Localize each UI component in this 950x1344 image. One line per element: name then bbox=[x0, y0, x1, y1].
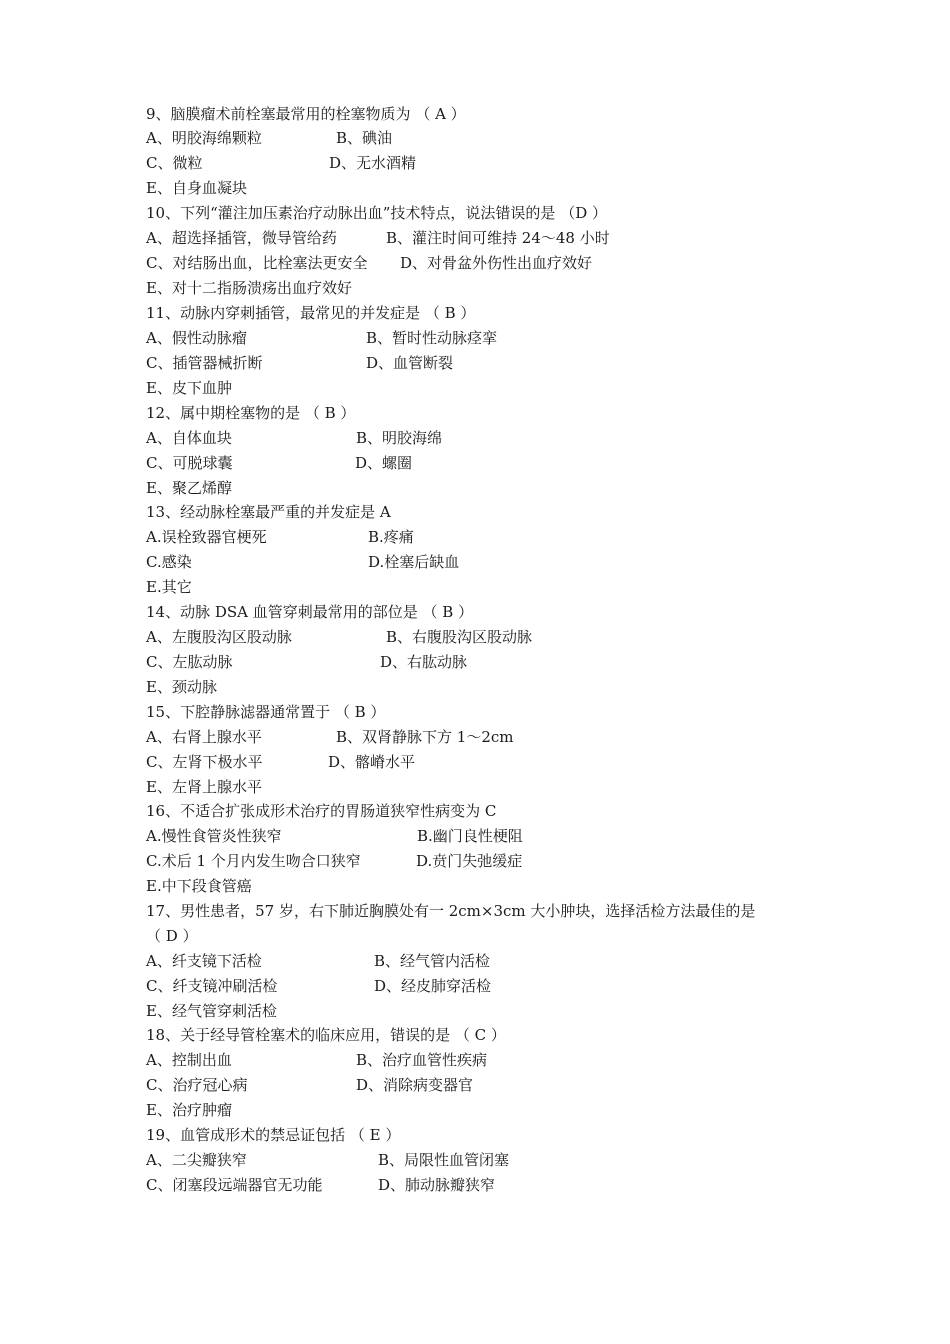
option-a: A、明胶海绵颗粒 bbox=[146, 129, 262, 147]
option-a: A、右肾上腺水平 bbox=[146, 728, 262, 746]
option-d: D.栓塞后缺血 bbox=[368, 553, 460, 571]
option-d: D、髂嵴水平 bbox=[328, 753, 416, 771]
option-c: C.感染 bbox=[146, 553, 192, 571]
option-a: A、二尖瓣狭窄 bbox=[146, 1151, 247, 1169]
question-14-options-row bbox=[146, 627, 533, 647]
question-13-stem: 13、经动脉栓塞最严重的并发症是 A bbox=[146, 503, 391, 521]
option-b: B、双肾静脉下方 1～2cm bbox=[336, 728, 514, 746]
option-b: B、经气管内活检 bbox=[374, 952, 491, 970]
option-b: B、右腹股沟区股动脉 bbox=[386, 628, 533, 646]
question-10-options-row bbox=[146, 253, 593, 273]
option-a: A、控制出血 bbox=[146, 1051, 232, 1069]
question-19-options-row bbox=[146, 1150, 510, 1170]
question-18-options-row bbox=[146, 1050, 488, 1070]
question-19-stem: 19、血管成形术的禁忌证包括 （ E ） bbox=[146, 1126, 401, 1144]
question-12-options-row bbox=[146, 453, 413, 473]
question-17-option-e: E、经气管穿刺活检 bbox=[146, 1002, 277, 1020]
question-15-options-row bbox=[146, 727, 514, 747]
question-18-stem: 18、关于经导管栓塞术的临床应用，错误的是 （ C ） bbox=[146, 1026, 506, 1044]
question-10-option-e: E、对十二指肠溃疡出血疗效好 bbox=[146, 279, 352, 297]
question-15-option-e: E、左肾上腺水平 bbox=[146, 778, 262, 796]
option-b: B.幽门良性梗阻 bbox=[417, 827, 523, 845]
option-d: D、血管断裂 bbox=[366, 354, 454, 372]
question-9-stem: 9、脑膜瘤术前栓塞最常用的栓塞物质为 （ A ） bbox=[146, 105, 466, 123]
question-10-options-row bbox=[146, 228, 610, 248]
option-d: D、肺动脉瓣狭窄 bbox=[378, 1176, 496, 1194]
question-15-stem: 15、下腔静脉滤器通常置于 （ B ） bbox=[146, 703, 386, 721]
option-c: C、左肱动脉 bbox=[146, 653, 233, 671]
option-b: B、暂时性动脉痉挛 bbox=[366, 329, 498, 347]
option-d: D.贲门失弛缓症 bbox=[416, 852, 523, 870]
option-a: A、左腹股沟区股动脉 bbox=[146, 628, 292, 646]
option-b: B、局限性血管闭塞 bbox=[378, 1151, 510, 1169]
question-17-options-row bbox=[146, 951, 491, 971]
option-a: A、纤支镜下活检 bbox=[146, 952, 262, 970]
option-c: C、左肾下极水平 bbox=[146, 753, 263, 771]
question-17-stem: 17、男性患者，57 岁，右下肺近胸膜处有一 2cm×3cm 大小肿块，选择活检方法最佳的是 bbox=[146, 902, 756, 920]
option-a: A、假性动脉瘤 bbox=[146, 329, 247, 347]
option-b: B、灌注时间可维持 24～48 小时 bbox=[386, 229, 610, 247]
option-c: C、纤支镜冲刷活检 bbox=[146, 977, 278, 995]
question-17-options-row bbox=[146, 976, 492, 996]
question-13-option-e: E.其它 bbox=[146, 578, 192, 596]
question-12-option-e: E、聚乙烯醇 bbox=[146, 479, 232, 497]
option-d: D、对骨盆外伤性出血疗效好 bbox=[400, 254, 593, 272]
option-d: D、螺圈 bbox=[355, 454, 413, 472]
option-b: B、碘油 bbox=[336, 129, 393, 147]
option-d: D、经皮肺穿活检 bbox=[374, 977, 492, 995]
option-c: C、可脱球囊 bbox=[146, 454, 233, 472]
question-11-stem: 11、动脉内穿刺插管，最常见的并发症是 （ B ） bbox=[146, 304, 476, 322]
question-13-options-row bbox=[146, 527, 414, 547]
question-10-stem: 10、下列“灌注加压素治疗动脉出血”技术特点，说法错误的是 （D ） bbox=[146, 204, 607, 222]
question-15-options-row bbox=[146, 752, 416, 772]
option-a: A.慢性食管炎性狭窄 bbox=[146, 827, 282, 845]
option-b: B.疼痛 bbox=[368, 528, 414, 546]
question-17-stem-continued: （ D ） bbox=[146, 927, 198, 945]
option-a: A.误栓致器官梗死 bbox=[146, 528, 267, 546]
option-b: B、治疗血管性疾病 bbox=[356, 1051, 488, 1069]
question-13-options-row bbox=[146, 552, 460, 572]
question-16-stem: 16、不适合扩张成形术治疗的胃肠道狭窄性病变为 C bbox=[146, 802, 497, 820]
option-a: A、自体血块 bbox=[146, 429, 232, 447]
question-14-option-e: E、颈动脉 bbox=[146, 678, 217, 696]
option-b: B、明胶海绵 bbox=[356, 429, 443, 447]
question-16-options-row bbox=[146, 851, 523, 871]
question-19-options-row bbox=[146, 1175, 496, 1195]
question-11-options-row bbox=[146, 353, 454, 373]
question-9-option-e: E、自身血凝块 bbox=[146, 179, 247, 197]
option-d: D、无水酒精 bbox=[329, 154, 417, 172]
question-18-options-row bbox=[146, 1075, 474, 1095]
question-14-stem: 14、动脉 DSA 血管穿刺最常用的部位是 （ B ） bbox=[146, 603, 474, 621]
option-c: C、微粒 bbox=[146, 154, 203, 172]
question-9-options-row bbox=[146, 128, 393, 148]
option-d: D、右肱动脉 bbox=[380, 653, 468, 671]
option-c: C、对结肠出血，比栓塞法更安全 bbox=[146, 254, 368, 272]
option-a: A、超选择插管，微导管给药 bbox=[146, 229, 337, 247]
question-11-option-e: E、皮下血肿 bbox=[146, 379, 232, 397]
option-d: D、消除病变器官 bbox=[356, 1076, 474, 1094]
question-11-options-row bbox=[146, 328, 498, 348]
option-c: C、治疗冠心病 bbox=[146, 1076, 248, 1094]
option-c: C、闭塞段远端器官无功能 bbox=[146, 1176, 323, 1194]
question-16-options-row bbox=[146, 826, 523, 846]
option-c: C、插管器械折断 bbox=[146, 354, 263, 372]
question-14-options-row bbox=[146, 652, 468, 672]
question-12-options-row bbox=[146, 428, 443, 448]
question-18-option-e: E、治疗肿瘤 bbox=[146, 1101, 232, 1119]
question-16-option-e: E.中下段食管癌 bbox=[146, 877, 252, 895]
question-9-options-row bbox=[146, 153, 417, 173]
question-12-stem: 12、属中期栓塞物的是 （ B ） bbox=[146, 404, 356, 422]
option-c: C.术后 1 个月内发生吻合口狭窄 bbox=[146, 852, 361, 870]
